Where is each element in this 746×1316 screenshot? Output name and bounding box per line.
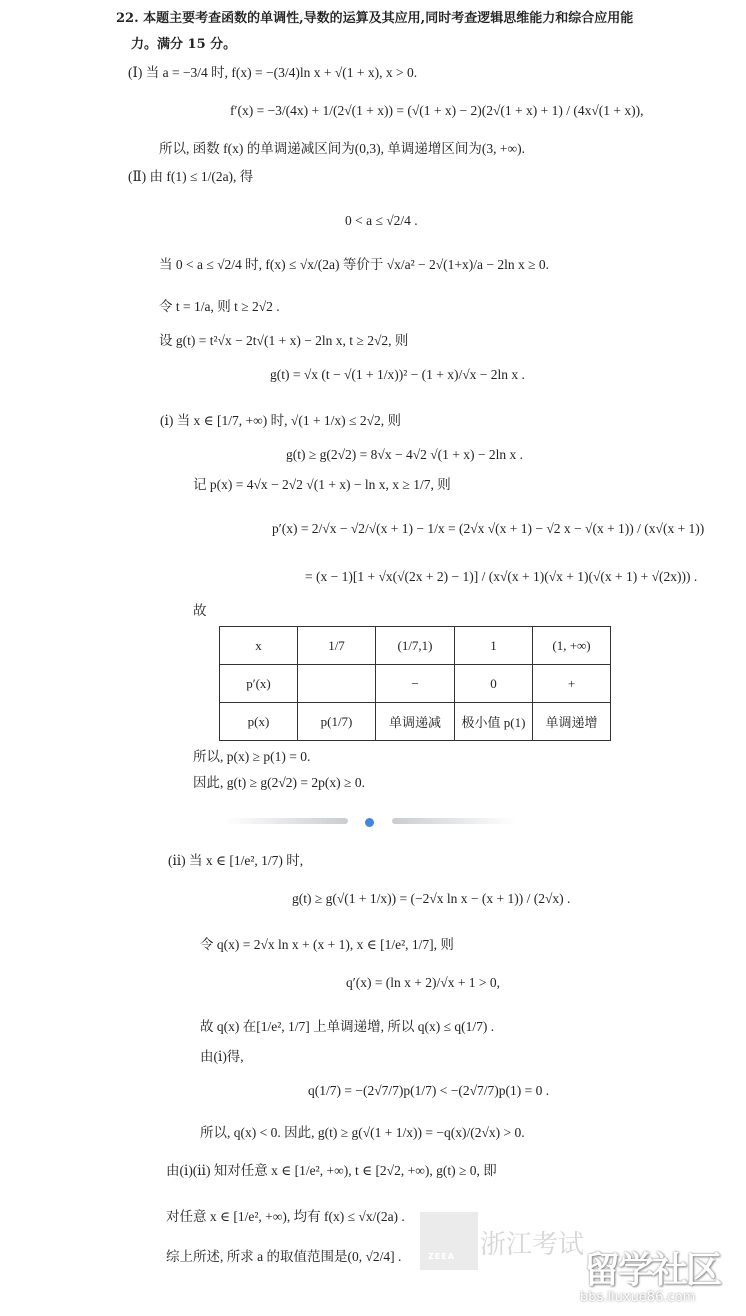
part1-label: (Ⅰ) — [128, 65, 143, 80]
part2-label: (Ⅱ) — [128, 169, 147, 184]
final-line2: 对任意 x ∈ [1/e², +∞), 均有 f(x) ≤ √x/(2a) . — [166, 1209, 405, 1224]
table-row — [220, 665, 611, 703]
case-i-define-p: 记 p(x) = 4√x − 2√2 √(1 + x) − ln x, x ≥ 1/7, 则 — [193, 477, 451, 492]
table-cell: + — [533, 665, 611, 703]
table-cell: p(1/7) — [298, 703, 376, 741]
case-ii-from-i: 由(ⅰ)得, — [200, 1049, 244, 1064]
table-cell: 0 — [455, 665, 533, 703]
case-i-g-bound: g(t) ≥ g(2√2) = 8√x − 4√2 √(1 + x) − 2ln x . — [286, 447, 523, 462]
case-i-p-derivative-factored: = (x − 1)[1 + √x(√(2x + 2) − 1)] / (x√(x + 1)(√x + 1)(√(x + 1) + √(2x))) . — [305, 569, 698, 584]
watermark-brand: 留学社区 — [584, 1250, 721, 1291]
case-ii-q-value: q(1/7) = −(2√7/7)p(1/7) < −(2√7/7)p(1) = 0 . — [308, 1083, 550, 1098]
table-cell: 1 — [455, 627, 533, 665]
case-ii-g-bound: g(t) ≥ g(√(1 + 1/x)) = (−2√x ln x − (x + 1)) / (2√x) . — [292, 891, 571, 906]
case-ii-q-derivative: q′(x) = (ln x + 2)/√x + 1 > 0, — [346, 975, 501, 990]
case-ii-q-monotone: 故 q(x) 在[1/e², 1/7] 上单调递增, 所以 q(x) ≤ q(1/7) . — [200, 1019, 495, 1034]
final-answer: 综上所述, 所求 a 的取值范围是(0, √2/4] . — [166, 1249, 402, 1264]
case-ii-line1 — [168, 852, 303, 870]
problem-header-line2: 力。满分 15 分。 — [131, 37, 237, 52]
monotonicity-table — [219, 626, 611, 741]
case-i-line1 — [160, 412, 401, 430]
separator-left-bar — [225, 818, 348, 824]
table-row — [220, 627, 611, 665]
table-cell: x — [220, 627, 298, 665]
table-cell: 极小值 p(1) — [455, 703, 533, 741]
separator-dot-icon — [365, 818, 374, 827]
watermark-cn-text: 浙江考试 — [480, 1230, 585, 1260]
problem-header-line1 — [116, 10, 633, 28]
final-line1: 由(ⅰ)(ⅱ) 知对任意 x ∈ [1/e², +∞), t ∈ [2√2, +∞), g(t) ≥ 0, 即 — [166, 1163, 497, 1178]
part1-line1 — [128, 64, 417, 82]
problem-intro: 本题主要考查函数的单调性,导数的运算及其应用,同时考查逻辑思维能力和综合应用能 — [143, 11, 634, 26]
table-cell: 单调递减 — [376, 703, 455, 741]
case-ii-define-q: 令 q(x) = 2√x ln x + (x + 1), x ∈ [1/e², 1/7], 则 — [200, 937, 454, 952]
part2-inequality: 0 < a ≤ √2/4 . — [345, 213, 418, 228]
part1-derivative: f′(x) = −3/(4x) + 1/(2√(1 + x)) = (√(1 + x) − 2)(2√(1 + x) + 1) / (4x√(1 + x)), — [230, 103, 644, 118]
zeea-logo-icon — [420, 1212, 478, 1270]
separator-right-bar — [392, 818, 516, 824]
table-row — [220, 703, 611, 741]
case-i-condition: 当 x ∈ [1/7, +∞) 时, √(1 + 1/x) ≤ 2√2, 则 — [176, 413, 401, 428]
table-cell: 1/7 — [298, 627, 376, 665]
table-cell: 单调递增 — [533, 703, 611, 741]
case-i-p-derivative: p′(x) = 2/√x − √2/√(x + 1) − 1/x = (2√x √(x + 1) − √2 x − √(x + 1)) / (x√(x + 1)) — [272, 521, 705, 536]
part1-statement: 当 a = −3/4 时, f(x) = −(3/4)ln x + √(1 + x), x > 0. — [145, 65, 418, 80]
zeea-logo-text: ZEEA — [428, 1252, 455, 1261]
table-cell: p′(x) — [220, 665, 298, 703]
table-cell: (1/7,1) — [376, 627, 455, 665]
part2-statement: 由 f(1) ≤ 1/(2a), 得 — [149, 169, 254, 184]
part2-equivalence: 当 0 < a ≤ √2/4 时, f(x) ≤ √x/(2a) 等价于 √x/a² − 2√(1+x)/a − 2ln x ≥ 0. — [159, 257, 550, 272]
part2-define-g: 设 g(t) = t²√x − 2t√(1 + x) − 2ln x, t ≥ 2√2, 则 — [159, 333, 409, 348]
part2-line1 — [128, 168, 253, 186]
part2-g-rewrite: g(t) = √x (t − √(1 + 1/x))² − (1 + x)/√x − 2ln x . — [270, 367, 525, 382]
table-cell — [298, 665, 376, 703]
part1-conclusion: 所以, 函数 f(x) 的单调递减区间为(0,3), 单调递增区间为(3, +∞). — [159, 141, 525, 156]
part2-substitution: 令 t = 1/a, 则 t ≥ 2√2 . — [159, 299, 280, 314]
case-ii-condition: 当 x ∈ [1/e², 1/7) 时, — [189, 853, 304, 868]
case-i-therefore: 故 — [193, 603, 207, 618]
case-ii-conclusion: 所以, q(x) < 0. 因此, g(t) ≥ g(√(1 + 1/x)) = −q(x)/(2√x) > 0. — [200, 1125, 525, 1140]
case-i-label: (ⅰ) — [160, 413, 174, 428]
problem-number: 22. — [116, 11, 139, 26]
table-cell: − — [376, 665, 455, 703]
table-cell: (1, +∞) — [533, 627, 611, 665]
case-ii-label: (ⅱ) — [168, 853, 186, 868]
table-cell: p(x) — [220, 703, 298, 741]
case-i-conclusion2: 因此, g(t) ≥ g(2√2) = 2p(x) ≥ 0. — [193, 775, 365, 790]
watermark-url: bbs.liuxue86.com — [580, 1290, 696, 1305]
case-i-conclusion1: 所以, p(x) ≥ p(1) = 0. — [193, 749, 311, 764]
